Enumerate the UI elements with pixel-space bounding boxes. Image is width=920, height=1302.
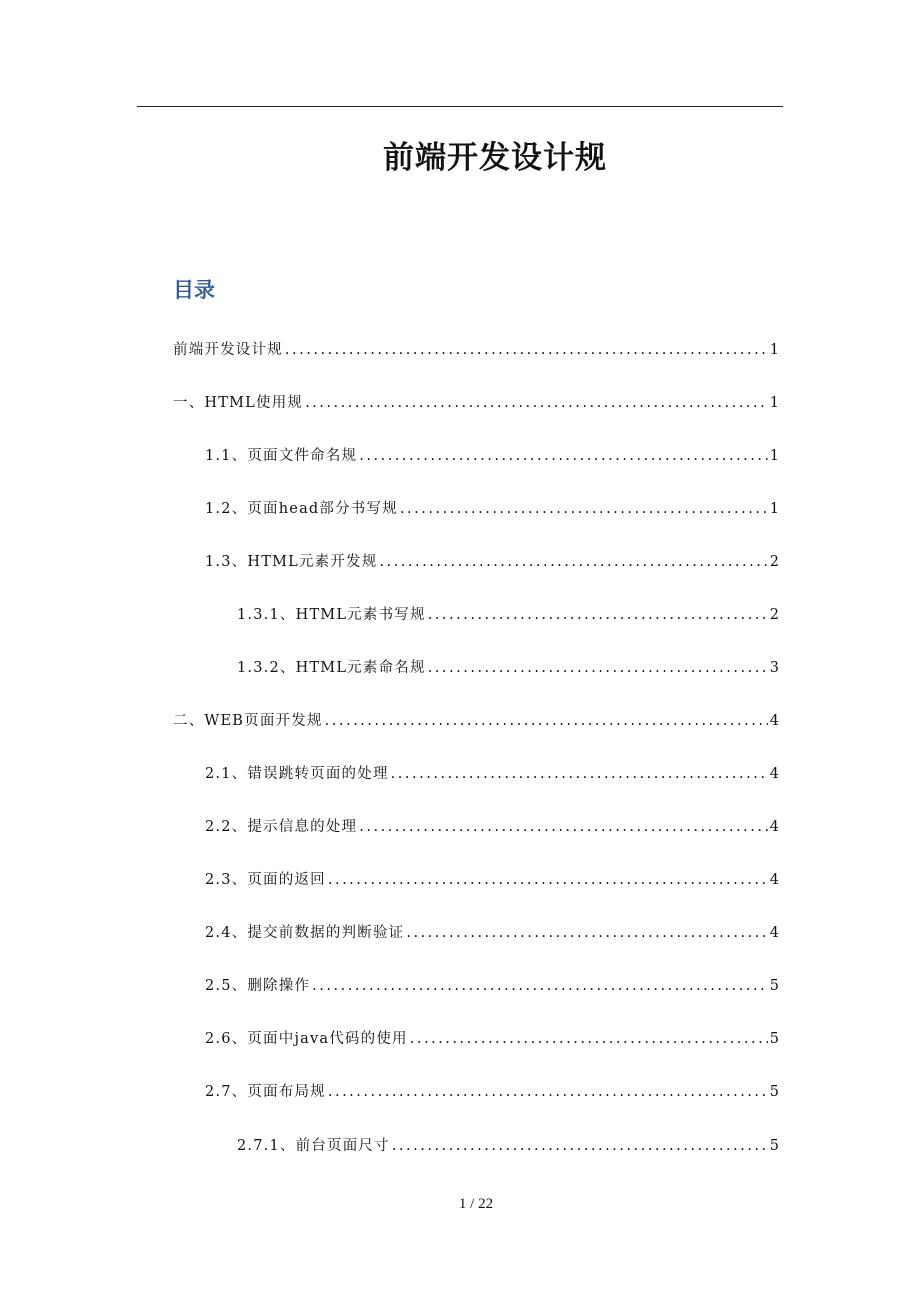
toc-entry-label: 2.6、页面中java代码的使用 (205, 1031, 408, 1047)
toc-entry[interactable] (205, 550, 779, 572)
toc-leader-dots (391, 766, 768, 782)
toc-entry-page: 1 (769, 395, 779, 411)
toc-leader-dots (285, 342, 768, 358)
document-title: 前端开发设计规 (383, 140, 607, 176)
toc-entry[interactable] (205, 444, 779, 466)
toc-entry-page: 4 (769, 766, 779, 782)
toc-leader-dots (406, 925, 767, 941)
toc-entry[interactable] (237, 1134, 779, 1156)
toc-entry[interactable] (205, 497, 779, 519)
toc-entry-label: 1.1、页面文件命名规 (205, 448, 358, 464)
toc-entry-label: 1.3、HTML元素开发规 (205, 554, 378, 570)
toc-entry-page: 4 (769, 713, 779, 729)
toc-entry-label: 二、WEB页面开发规 (173, 713, 323, 729)
toc-leader-dots (312, 978, 768, 994)
toc-entry[interactable] (237, 603, 779, 625)
toc-leader-dots (410, 1031, 768, 1047)
toc-entry-label: 2.1、错误跳转页面的处理 (205, 766, 389, 782)
toc-heading: 目录 (173, 278, 215, 302)
toc-leader-dots (359, 819, 768, 835)
toc-entry-page: 1 (769, 342, 779, 358)
toc-entry-label: 1.2、页面head部分书写规 (205, 501, 398, 517)
toc-leader-dots (400, 501, 768, 517)
toc-entry[interactable] (205, 921, 779, 943)
toc-entry[interactable] (173, 338, 779, 360)
toc-leader-dots (328, 872, 768, 888)
toc-leader-dots (379, 554, 767, 570)
toc-entry-label: 2.7、页面布局规 (205, 1084, 326, 1100)
toc-entry[interactable] (173, 709, 779, 731)
toc-leader-dots (328, 1084, 768, 1100)
toc-entry-label: 2.3、页面的返回 (205, 872, 326, 888)
toc-entry-page: 4 (769, 872, 779, 888)
toc-entry-label: 2.7.1、前台页面尺寸 (237, 1138, 390, 1154)
toc-entry-page: 2 (769, 607, 779, 623)
toc-entry-label: 2.2、提示信息的处理 (205, 819, 358, 835)
toc-entry[interactable] (205, 974, 779, 996)
toc-entry-page: 3 (769, 660, 779, 676)
toc-entry[interactable] (173, 391, 779, 413)
toc-entry-page: 1 (769, 501, 779, 517)
toc-entry-label: 1.3.2、HTML元素命名规 (237, 660, 426, 676)
toc-leader-dots (428, 660, 768, 676)
toc-leader-dots (305, 395, 768, 411)
toc-entry-page: 4 (769, 925, 779, 941)
toc-entry-page: 5 (769, 1084, 779, 1100)
toc-leader-dots (359, 448, 768, 464)
toc-leader-dots (428, 607, 768, 623)
toc-entry-page: 4 (769, 819, 779, 835)
toc-entry[interactable] (205, 815, 779, 837)
toc-leader-dots (392, 1138, 768, 1154)
toc-entry-page: 5 (769, 1138, 779, 1154)
toc-entry[interactable] (205, 762, 779, 784)
toc-entry-page: 1 (769, 448, 779, 464)
toc-entry-label: 2.4、提交前数据的判断验证 (205, 925, 405, 941)
toc-entry-label: 前端开发设计规 (173, 342, 283, 358)
page-number: 1 / 22 (458, 1196, 494, 1212)
toc-entry-label: 2.5、删除操作 (205, 978, 311, 994)
toc-entry-label: 1.3.1、HTML元素书写规 (237, 607, 426, 623)
toc-leader-dots (325, 713, 768, 729)
toc-entry-page: 5 (769, 978, 779, 994)
toc-entry-page: 5 (769, 1031, 779, 1047)
toc-entry[interactable] (205, 1027, 779, 1049)
toc-entry[interactable] (205, 868, 779, 890)
toc-entry[interactable] (237, 656, 779, 678)
toc-entry[interactable] (205, 1080, 779, 1102)
toc-entry-label: 一、HTML使用规 (173, 395, 304, 411)
toc-entry-page: 2 (769, 554, 779, 570)
